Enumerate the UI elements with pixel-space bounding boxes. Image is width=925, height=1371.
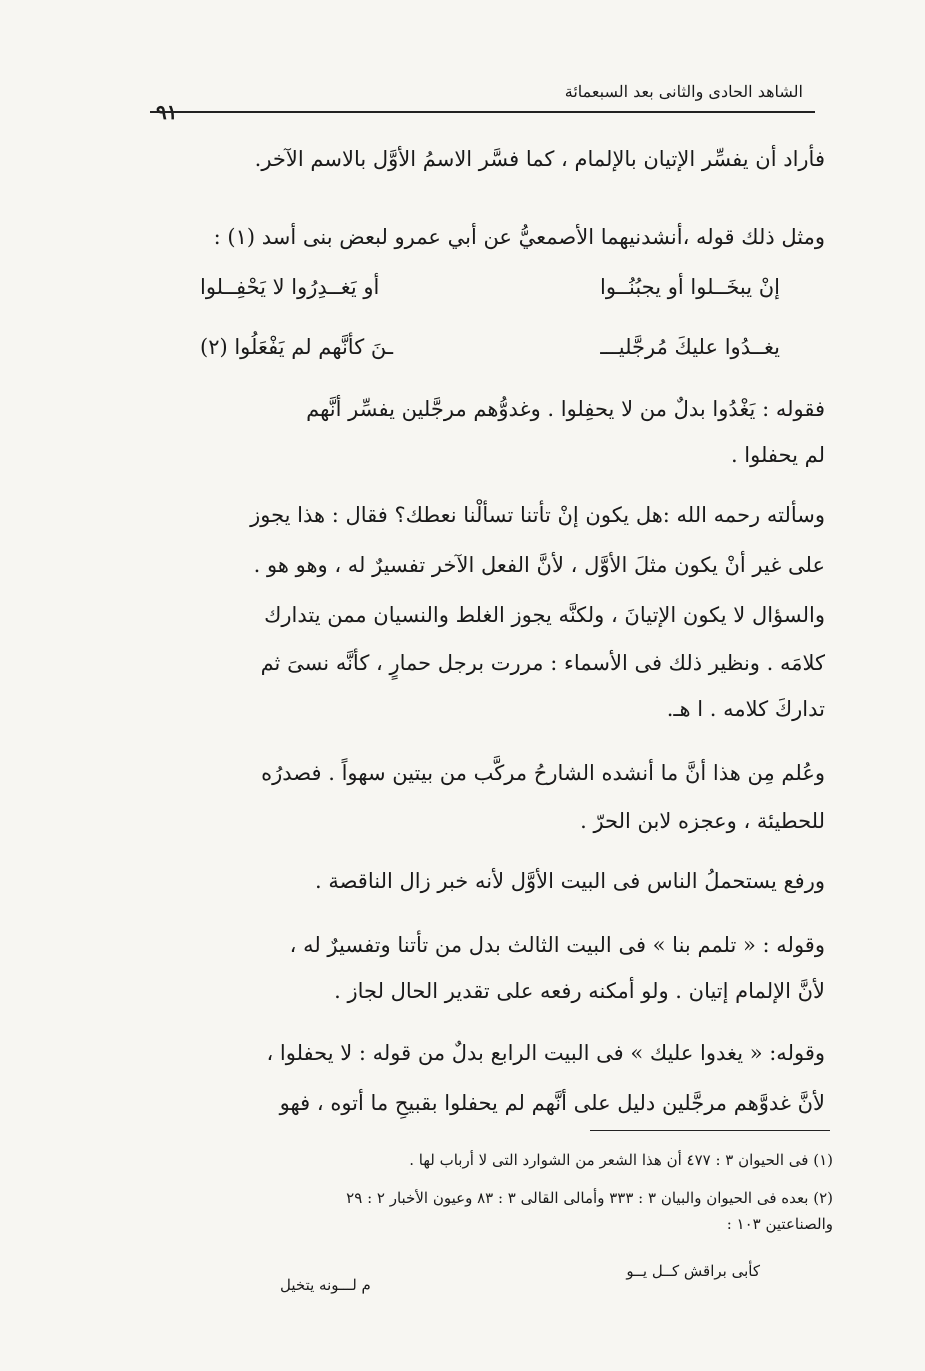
footnote: (١) فى الحيوان ٣ : ٤٧٧ أن هذا الشعر من الشوارد التى لا أرباب لها . <box>409 1151 833 1169</box>
body-line: فأراد أن يفسِّر الإتيان بالإلمام ، كما فسَّر الاسمُ الأوَّل بالاسم الآخر. <box>254 147 825 171</box>
body-line: وقوله : « تلمم بنا » فى البيت الثالث بدل من تأتنا وتفسيرٌ له ، <box>289 933 825 957</box>
page-header <box>150 80 815 124</box>
footnote-verse-second-hemistich: م لـــونه يتخيل <box>280 1276 371 1294</box>
header-rule <box>150 111 815 113</box>
body-line: لأنَّ الإلمام إتيان . ولو أمكنه رفعه على تقدير الحال لجاز . <box>334 979 825 1003</box>
body-line: ورفع يستحملُ الناس فى البيت الأوَّل لأنه خبر زال الناقصة . <box>314 869 825 893</box>
body-line: فقوله : يَغْدُوا بدلٌ من لا يحفِلوا . وغدوُّهم مرجَّلين يفسِّر أنَّهم <box>306 397 825 421</box>
footnote: (٢) بعده فى الحيوان والبيان ٣ : ٣٣٣ وأمالى القالى ٣ : ٨٣ وعيون الأخبار ٢ : ٢٩ <box>346 1189 833 1207</box>
verse-second-hemistich: أو يَغــدِرُوا لا يَحْفِــلوا <box>200 275 380 299</box>
verse-first-hemistich: إنْ يبخَــلوا أو يجبُنُــوا <box>600 275 780 299</box>
footnote-verse <box>280 1262 760 1322</box>
body-line: على غير أنْ يكون مثلَ الأوَّل ، لأنَّ الفعل الآخر تفسيرٌ له ، وهو هو . <box>253 553 825 577</box>
footnote-continuation: والصناعتين ١٠٣ : <box>726 1215 833 1233</box>
body-line: والسؤال لا يكون الإتيانَ ، ولكنَّه يجوز الغلط والنسيان ممن يتدارك <box>264 603 825 627</box>
body-line: لم يحفلوا . <box>730 443 825 467</box>
page-number: ٩١ <box>156 100 178 124</box>
verse-first-hemistich: يغــدُوا عليكَ مُرجَّليـــ <box>600 335 780 359</box>
body-line: لأنَّ غدوَّهم مرجَّلين دليل على أنَّهم لم يحفلوا بقبيحِ ما أتوه ، فهو <box>279 1091 825 1115</box>
body-line: للحطيئة ، وعجزه لابن الحرّ . <box>580 809 825 833</box>
body-line: وسألته رحمه الله :هل يكون إنْ تأتنا تسألْنا نعطك؟ فقال : هذا يجوز <box>250 503 825 527</box>
body-line: ومثل ذلك قوله ،أنشدنيهما الأصمعيُّ عن أبي عمرو لبعض بنى أسد (١) : <box>213 225 825 249</box>
body-line: تداركَ كلامه . ا هـ. <box>666 697 825 721</box>
body-line: وعُلم مِن هذا أنَّ ما أنشده الشارحُ مركَّب من بيتين سهواً . فصدرُه <box>261 761 825 785</box>
footnote-rule <box>590 1130 830 1131</box>
verse-second-hemistich: ـنَ كأنَّهم لم يَفْعَلُوا (٢) <box>200 335 394 359</box>
running-title: الشاهد الحادى والثانى بعد السبعمائة <box>564 82 803 101</box>
body-line: كلامَه . ونظير ذلك فى الأسماء : مررت برجل حمارٍ ، كأنَّه نسىَ ثم <box>260 651 825 675</box>
body-line: وقوله: « يغدوا عليك » فى البيت الرابع بدلٌ من قوله : لا يحفلوا ، <box>266 1041 825 1065</box>
footnote-verse-first-hemistich: كأبى براقش كــل يــو <box>626 1262 760 1280</box>
